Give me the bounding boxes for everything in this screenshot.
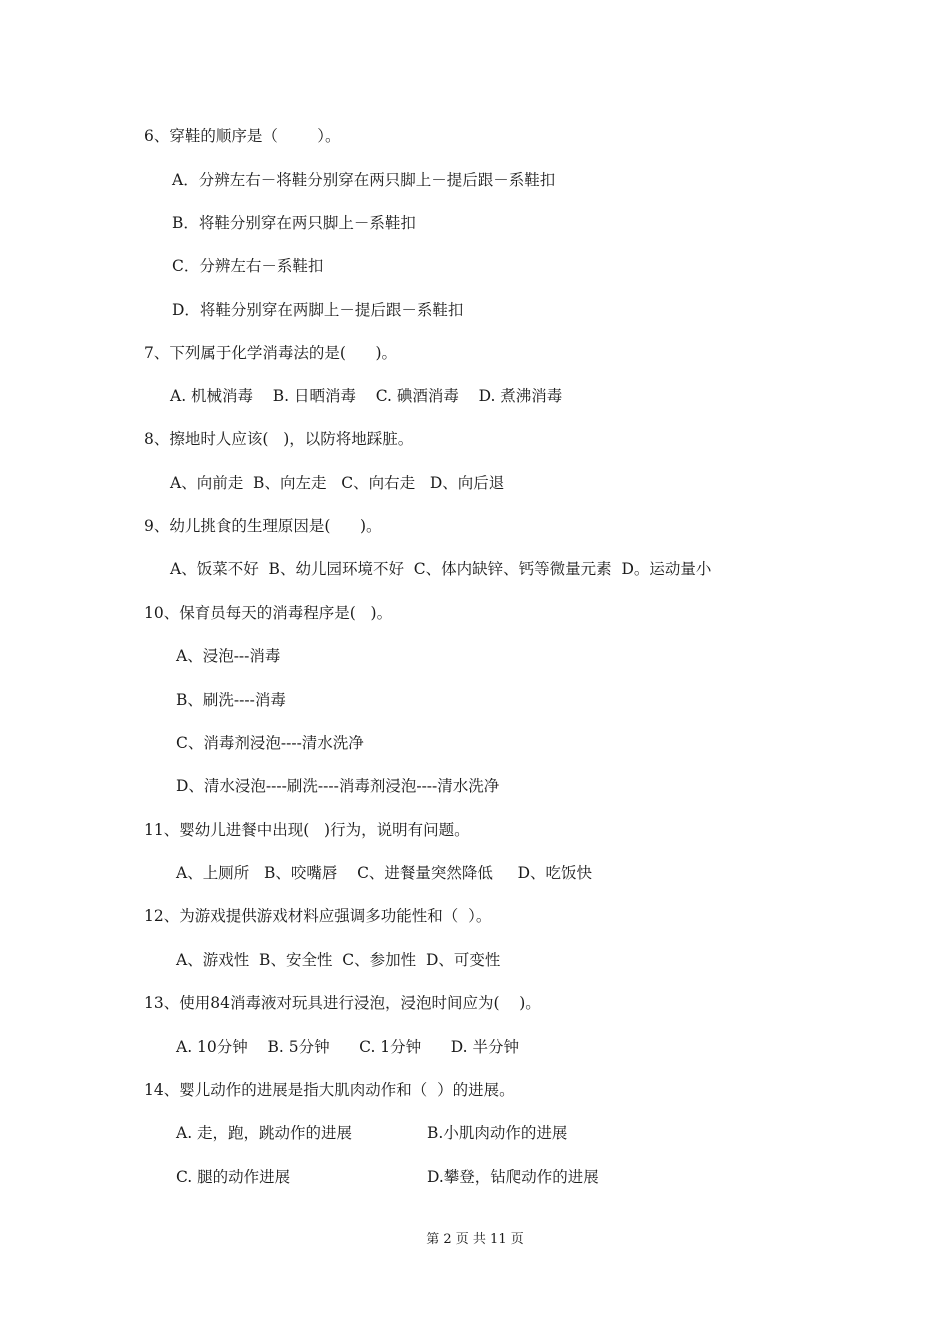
- question-12-options: A、游戏性 B、安全性 C、参加性 D、可变性: [176, 951, 501, 969]
- question-8-stem: 8、擦地时人应该( )，以防将地踩脏。: [144, 430, 414, 448]
- question-14-stem: 14、婴儿动作的进展是指大肌肉动作和（ ）的进展。: [144, 1081, 515, 1099]
- question-10-option-c: C、消毒剂浸泡----清水洗净: [176, 734, 364, 752]
- question-9-options: A、饭菜不好 B、幼儿园环境不好 C、体内缺锌、钙等微量元素 D。运动量小: [170, 560, 712, 578]
- question-11-options: A、上厕所 B、咬嘴唇 C、进餐量突然降低 D、吃饭快: [176, 864, 592, 882]
- question-6-stem: 6、穿鞋的顺序是（ ）。: [144, 127, 341, 145]
- question-14-option-c: C. 腿的动作进展: [176, 1168, 291, 1186]
- question-14-option-d: D.攀登，钻爬动作的进展: [427, 1168, 599, 1186]
- question-10-option-d: D、清水浸泡----刷洗----消毒剂浸泡----清水洗净: [176, 777, 500, 795]
- question-13-stem: 13、使用84消毒液对玩具进行浸泡，浸泡时间应为( )。: [144, 994, 541, 1012]
- question-6-option-b: B．将鞋分别穿在两只脚上－系鞋扣: [172, 214, 416, 232]
- question-9-stem: 9、幼儿挑食的生理原因是( )。: [144, 517, 382, 535]
- question-7-options: A. 机械消毒 B. 日晒消毒 C. 碘酒消毒 D. 煮沸消毒: [170, 387, 563, 405]
- question-14-option-b: B.小肌肉动作的进展: [427, 1124, 568, 1142]
- question-10-option-a: A、浸泡---消毒: [176, 647, 281, 665]
- question-6-option-d: D．将鞋分别穿在两脚上－提后跟－系鞋扣: [172, 301, 464, 319]
- question-13-options: A. 10分钟 B. 5分钟 C. 1分钟 D. 半分钟: [176, 1038, 519, 1056]
- question-12-stem: 12、为游戏提供游戏材料应强调多功能性和（ ）。: [144, 907, 492, 925]
- page-number-footer: 第 2 页 共 11 页: [426, 1232, 524, 1247]
- question-6-option-c: C．分辨左右－系鞋扣: [172, 257, 324, 275]
- question-11-stem: 11、婴幼儿进餐中出现( )行为，说明有问题。: [144, 821, 470, 839]
- question-8-options: A、向前走 B、向左走 C、向右走 D、向后退: [170, 474, 505, 492]
- question-7-stem: 7、下列属于化学消毒法的是( )。: [144, 344, 398, 362]
- question-10-stem: 10、保育员每天的消毒程序是( )。: [144, 604, 393, 622]
- question-6-option-a: A．分辨左右－将鞋分别穿在两只脚上－提后跟－系鞋扣: [172, 171, 556, 189]
- question-14-option-a: A. 走，跑，跳动作的进展: [176, 1124, 353, 1142]
- question-10-option-b: B、刷洗----消毒: [176, 691, 286, 709]
